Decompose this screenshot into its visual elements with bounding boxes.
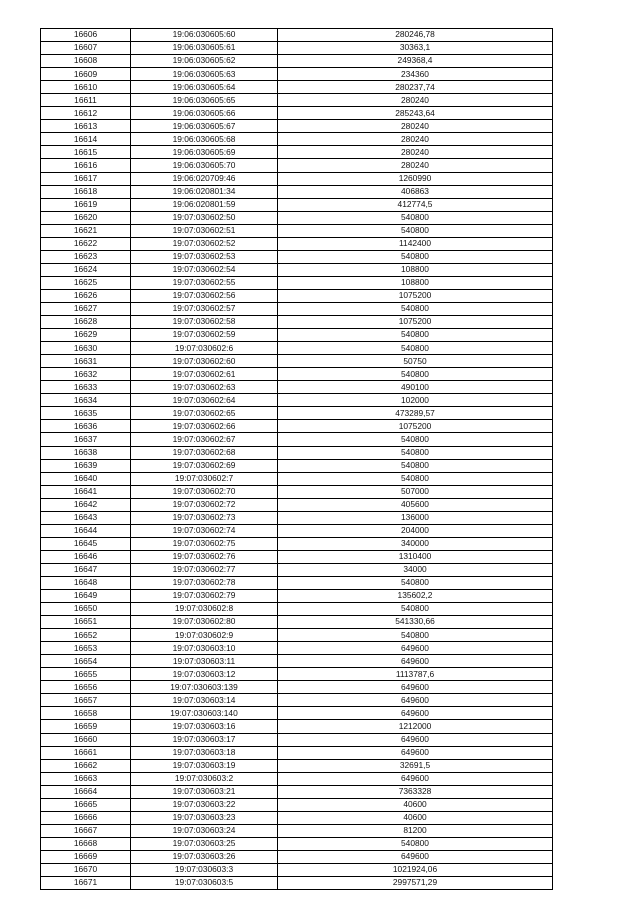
row-number-cell: 16629: [41, 329, 131, 342]
row-number-cell: 16614: [41, 133, 131, 146]
table-row: [41, 146, 553, 159]
table-row: [41, 642, 553, 655]
cadastral-number-cell: 19:07:030602:65: [131, 407, 278, 420]
cadastral-number-cell: 19:07:030602:52: [131, 237, 278, 250]
table-row: [41, 407, 553, 420]
row-number-cell: 16650: [41, 603, 131, 616]
value-cell: 540800: [278, 211, 553, 224]
row-number-cell: 16649: [41, 590, 131, 603]
value-cell: 649600: [278, 681, 553, 694]
table-row: [41, 342, 553, 355]
row-number-cell: 16610: [41, 81, 131, 94]
value-cell: 50750: [278, 355, 553, 368]
value-cell: 81200: [278, 824, 553, 837]
table-row: [41, 837, 553, 850]
value-cell: 1075200: [278, 420, 553, 433]
cadastral-number-cell: 19:06:030605:61: [131, 42, 278, 55]
cadastral-number-cell: 19:07:030602:50: [131, 211, 278, 224]
row-number-cell: 16662: [41, 759, 131, 772]
row-number-cell: 16618: [41, 185, 131, 198]
row-number-cell: 16616: [41, 159, 131, 172]
table-row: [41, 590, 553, 603]
row-number-cell: 16658: [41, 707, 131, 720]
cadastral-number-cell: 19:07:030602:63: [131, 381, 278, 394]
value-cell: 108800: [278, 276, 553, 289]
table-row: [41, 563, 553, 576]
value-cell: 280246,78: [278, 29, 553, 42]
cadastral-number-cell: 19:07:030602:8: [131, 603, 278, 616]
value-cell: 406863: [278, 185, 553, 198]
row-number-cell: 16612: [41, 107, 131, 120]
cadastral-number-cell: 19:07:030602:77: [131, 563, 278, 576]
value-cell: 280240: [278, 159, 553, 172]
row-number-cell: 16634: [41, 394, 131, 407]
value-cell: 412774,5: [278, 198, 553, 211]
table-row: [41, 94, 553, 107]
cadastral-number-cell: 19:07:030603:12: [131, 668, 278, 681]
cadastral-number-cell: 19:07:030603:24: [131, 824, 278, 837]
cadastral-number-cell: 19:06:020709:46: [131, 172, 278, 185]
cadastral-number-cell: 19:07:030602:53: [131, 250, 278, 263]
value-cell: 540800: [278, 329, 553, 342]
cadastral-number-cell: 19:07:030602:68: [131, 446, 278, 459]
table-row: [41, 746, 553, 759]
row-number-cell: 16654: [41, 655, 131, 668]
value-cell: 540800: [278, 446, 553, 459]
row-number-cell: 16621: [41, 224, 131, 237]
row-number-cell: 16652: [41, 629, 131, 642]
table-row: [41, 498, 553, 511]
cadastral-number-cell: 19:07:030602:66: [131, 420, 278, 433]
value-cell: 1021924,06: [278, 864, 553, 877]
cadastral-number-cell: 19:06:030605:64: [131, 81, 278, 94]
row-number-cell: 16651: [41, 616, 131, 629]
value-cell: 108800: [278, 263, 553, 276]
table-row: [41, 798, 553, 811]
value-cell: 649600: [278, 642, 553, 655]
cadastral-number-cell: 19:07:030603:10: [131, 642, 278, 655]
cadastral-number-cell: 19:07:030602:59: [131, 329, 278, 342]
table-row: [41, 811, 553, 824]
table-row: [41, 616, 553, 629]
row-number-cell: 16646: [41, 550, 131, 563]
cadastral-number-cell: 19:07:030602:61: [131, 368, 278, 381]
row-number-cell: 16619: [41, 198, 131, 211]
table-row: [41, 485, 553, 498]
table-row: [41, 107, 553, 120]
table-row: [41, 420, 553, 433]
cadastral-number-cell: 19:07:030603:21: [131, 785, 278, 798]
row-number-cell: 16669: [41, 850, 131, 863]
row-number-cell: 16626: [41, 289, 131, 302]
cadastral-number-cell: 19:06:030605:65: [131, 94, 278, 107]
value-cell: 649600: [278, 733, 553, 746]
table-row: [41, 68, 553, 81]
table-row: [41, 237, 553, 250]
value-cell: 490100: [278, 381, 553, 394]
value-cell: 540800: [278, 368, 553, 381]
cadastral-number-cell: 19:07:030603:3: [131, 864, 278, 877]
row-number-cell: 16628: [41, 316, 131, 329]
cadastral-number-cell: 19:06:030605:67: [131, 120, 278, 133]
value-cell: 541330,66: [278, 616, 553, 629]
cadastral-number-cell: 19:07:030603:140: [131, 707, 278, 720]
value-cell: 540800: [278, 433, 553, 446]
row-number-cell: 16644: [41, 524, 131, 537]
row-number-cell: 16640: [41, 472, 131, 485]
cadastral-number-cell: 19:07:030602:78: [131, 576, 278, 589]
row-number-cell: 16639: [41, 459, 131, 472]
row-number-cell: 16661: [41, 746, 131, 759]
cadastral-number-cell: 19:07:030603:18: [131, 746, 278, 759]
cadastral-number-cell: 19:06:030605:62: [131, 55, 278, 68]
table-row: [41, 276, 553, 289]
cadastral-number-cell: 19:07:030603:23: [131, 811, 278, 824]
cadastral-number-cell: 19:07:030603:17: [131, 733, 278, 746]
value-cell: 473289,57: [278, 407, 553, 420]
cadastral-number-cell: 19:07:030602:55: [131, 276, 278, 289]
table-row: [41, 511, 553, 524]
cadastral-number-cell: 19:06:030605:63: [131, 68, 278, 81]
table-row: [41, 289, 553, 302]
table-row: [41, 629, 553, 642]
table-row: [41, 355, 553, 368]
value-cell: 204000: [278, 524, 553, 537]
table-row: [41, 81, 553, 94]
row-number-cell: 16617: [41, 172, 131, 185]
table-row: [41, 368, 553, 381]
cadastral-number-cell: 19:07:030602:54: [131, 263, 278, 276]
cadastral-number-cell: 19:06:030605:70: [131, 159, 278, 172]
value-cell: 405600: [278, 498, 553, 511]
table-row: [41, 29, 553, 42]
value-cell: 540800: [278, 459, 553, 472]
cadastral-number-cell: 19:07:030602:9: [131, 629, 278, 642]
row-number-cell: 16632: [41, 368, 131, 381]
row-number-cell: 16606: [41, 29, 131, 42]
cadastral-number-cell: 19:07:030602:56: [131, 289, 278, 302]
row-number-cell: 16665: [41, 798, 131, 811]
row-number-cell: 16670: [41, 864, 131, 877]
table-row: [41, 120, 553, 133]
value-cell: 280237,74: [278, 81, 553, 94]
value-cell: 2997571,29: [278, 877, 553, 890]
value-cell: 540800: [278, 576, 553, 589]
table-row: [41, 668, 553, 681]
value-cell: 280240: [278, 133, 553, 146]
row-number-cell: 16660: [41, 733, 131, 746]
value-cell: 540800: [278, 472, 553, 485]
row-number-cell: 16630: [41, 342, 131, 355]
cadastral-number-cell: 19:06:030605:66: [131, 107, 278, 120]
value-cell: 102000: [278, 394, 553, 407]
value-cell: 32691,5: [278, 759, 553, 772]
cadastral-number-cell: 19:07:030603:5: [131, 877, 278, 890]
cadastral-number-cell: 19:07:030603:25: [131, 837, 278, 850]
value-cell: 540800: [278, 342, 553, 355]
table-row: [41, 472, 553, 485]
table-row: [41, 433, 553, 446]
row-number-cell: 16635: [41, 407, 131, 420]
row-number-cell: 16648: [41, 576, 131, 589]
table-row: [41, 250, 553, 263]
value-cell: 34000: [278, 563, 553, 576]
row-number-cell: 16659: [41, 720, 131, 733]
table-row: [41, 772, 553, 785]
row-number-cell: 16620: [41, 211, 131, 224]
value-cell: 649600: [278, 655, 553, 668]
value-cell: 540800: [278, 603, 553, 616]
table-row: [41, 211, 553, 224]
value-cell: 280240: [278, 120, 553, 133]
value-cell: 135602,2: [278, 590, 553, 603]
row-number-cell: 16645: [41, 537, 131, 550]
value-cell: 234360: [278, 68, 553, 81]
row-number-cell: 16653: [41, 642, 131, 655]
cadastral-number-cell: 19:07:030602:70: [131, 485, 278, 498]
value-cell: 649600: [278, 694, 553, 707]
cadastral-number-cell: 19:06:030605:69: [131, 146, 278, 159]
cadastral-number-cell: 19:07:030602:69: [131, 459, 278, 472]
cadastral-number-cell: 19:07:030602:67: [131, 433, 278, 446]
table-row: [41, 224, 553, 237]
row-number-cell: 16641: [41, 485, 131, 498]
cadastral-number-cell: 19:07:030602:60: [131, 355, 278, 368]
row-number-cell: 16642: [41, 498, 131, 511]
row-number-cell: 16608: [41, 55, 131, 68]
value-cell: 540800: [278, 224, 553, 237]
table-row: [41, 381, 553, 394]
cadastral-number-cell: 19:07:030602:58: [131, 316, 278, 329]
table-row: [41, 824, 553, 837]
table-row: [41, 329, 553, 342]
row-number-cell: 16666: [41, 811, 131, 824]
value-cell: 507000: [278, 485, 553, 498]
cadastral-number-cell: 19:07:030602:51: [131, 224, 278, 237]
table-row: [41, 55, 553, 68]
value-cell: 649600: [278, 850, 553, 863]
value-cell: 285243,64: [278, 107, 553, 120]
table-row: [41, 42, 553, 55]
value-cell: 540800: [278, 302, 553, 315]
cadastral-number-cell: 19:07:030602:80: [131, 616, 278, 629]
table-row: [41, 550, 553, 563]
table-row: [41, 537, 553, 550]
cadastral-number-cell: 19:07:030603:26: [131, 850, 278, 863]
cadastral-number-cell: 19:07:030603:19: [131, 759, 278, 772]
cadastral-number-cell: 19:06:020801:59: [131, 198, 278, 211]
table-row: [41, 263, 553, 276]
value-cell: 540800: [278, 837, 553, 850]
cadastral-number-cell: 19:07:030602:79: [131, 590, 278, 603]
value-cell: 649600: [278, 772, 553, 785]
table-row: [41, 655, 553, 668]
cadastral-number-cell: 19:07:030603:16: [131, 720, 278, 733]
table-row: [41, 459, 553, 472]
table-row: [41, 133, 553, 146]
value-cell: 1075200: [278, 289, 553, 302]
value-cell: 649600: [278, 746, 553, 759]
row-number-cell: 16631: [41, 355, 131, 368]
value-cell: 280240: [278, 94, 553, 107]
value-cell: 40600: [278, 811, 553, 824]
row-number-cell: 16647: [41, 563, 131, 576]
cadastral-number-cell: 19:06:030605:60: [131, 29, 278, 42]
table-row: [41, 576, 553, 589]
row-number-cell: 16664: [41, 785, 131, 798]
cadastral-number-cell: 19:07:030602:72: [131, 498, 278, 511]
row-number-cell: 16611: [41, 94, 131, 107]
cadastral-number-cell: 19:07:030602:73: [131, 511, 278, 524]
cadastral-number-cell: 19:07:030602:6: [131, 342, 278, 355]
table-row: [41, 733, 553, 746]
value-cell: 40600: [278, 798, 553, 811]
table-row: [41, 603, 553, 616]
cadastral-number-cell: 19:07:030603:14: [131, 694, 278, 707]
table-row: [41, 694, 553, 707]
value-cell: 136000: [278, 511, 553, 524]
table-row: [41, 864, 553, 877]
row-number-cell: 16627: [41, 302, 131, 315]
table-row: [41, 681, 553, 694]
value-cell: 1142400: [278, 237, 553, 250]
row-number-cell: 16667: [41, 824, 131, 837]
cadastral-number-cell: 19:07:030602:64: [131, 394, 278, 407]
value-cell: 1113787,6: [278, 668, 553, 681]
cadastral-number-cell: 19:06:020801:34: [131, 185, 278, 198]
value-cell: 1075200: [278, 316, 553, 329]
value-cell: 249368,4: [278, 55, 553, 68]
row-number-cell: 16657: [41, 694, 131, 707]
cadastral-number-cell: 19:07:030602:57: [131, 302, 278, 315]
table-row: [41, 877, 553, 890]
table-row: [41, 159, 553, 172]
table-row: [41, 446, 553, 459]
row-number-cell: 16622: [41, 237, 131, 250]
value-cell: 540800: [278, 629, 553, 642]
row-number-cell: 16609: [41, 68, 131, 81]
row-number-cell: 16633: [41, 381, 131, 394]
table-row: [41, 198, 553, 211]
cadastral-number-cell: 19:07:030603:22: [131, 798, 278, 811]
row-number-cell: 16671: [41, 877, 131, 890]
row-number-cell: 16643: [41, 511, 131, 524]
row-number-cell: 16624: [41, 263, 131, 276]
row-number-cell: 16613: [41, 120, 131, 133]
value-cell: 280240: [278, 146, 553, 159]
value-cell: 30363,1: [278, 42, 553, 55]
row-number-cell: 16607: [41, 42, 131, 55]
table-row: [41, 302, 553, 315]
cadastral-number-cell: 19:07:030603:2: [131, 772, 278, 785]
value-cell: 1310400: [278, 550, 553, 563]
cadastral-number-cell: 19:07:030602:7: [131, 472, 278, 485]
cadastral-number-cell: 19:07:030602:76: [131, 550, 278, 563]
row-number-cell: 16615: [41, 146, 131, 159]
value-cell: 340000: [278, 537, 553, 550]
row-number-cell: 16637: [41, 433, 131, 446]
table-row: [41, 316, 553, 329]
row-number-cell: 16668: [41, 837, 131, 850]
table-row: [41, 394, 553, 407]
row-number-cell: 16663: [41, 772, 131, 785]
table-row: [41, 720, 553, 733]
table-body: [41, 29, 553, 890]
cadastral-value-table: [40, 28, 553, 890]
cadastral-number-cell: 19:07:030603:11: [131, 655, 278, 668]
value-cell: 1260990: [278, 172, 553, 185]
table-row: [41, 759, 553, 772]
table-row: [41, 185, 553, 198]
table-row: [41, 850, 553, 863]
cadastral-number-cell: 19:07:030603:139: [131, 681, 278, 694]
row-number-cell: 16625: [41, 276, 131, 289]
row-number-cell: 16655: [41, 668, 131, 681]
table-row: [41, 524, 553, 537]
table-row: [41, 785, 553, 798]
value-cell: 540800: [278, 250, 553, 263]
cadastral-number-cell: 19:07:030602:74: [131, 524, 278, 537]
row-number-cell: 16656: [41, 681, 131, 694]
table-row: [41, 707, 553, 720]
cadastral-number-cell: 19:06:030605:68: [131, 133, 278, 146]
value-cell: 7363328: [278, 785, 553, 798]
table-row: [41, 172, 553, 185]
cadastral-number-cell: 19:07:030602:75: [131, 537, 278, 550]
row-number-cell: 16623: [41, 250, 131, 263]
value-cell: 1212000: [278, 720, 553, 733]
value-cell: 649600: [278, 707, 553, 720]
row-number-cell: 16636: [41, 420, 131, 433]
row-number-cell: 16638: [41, 446, 131, 459]
